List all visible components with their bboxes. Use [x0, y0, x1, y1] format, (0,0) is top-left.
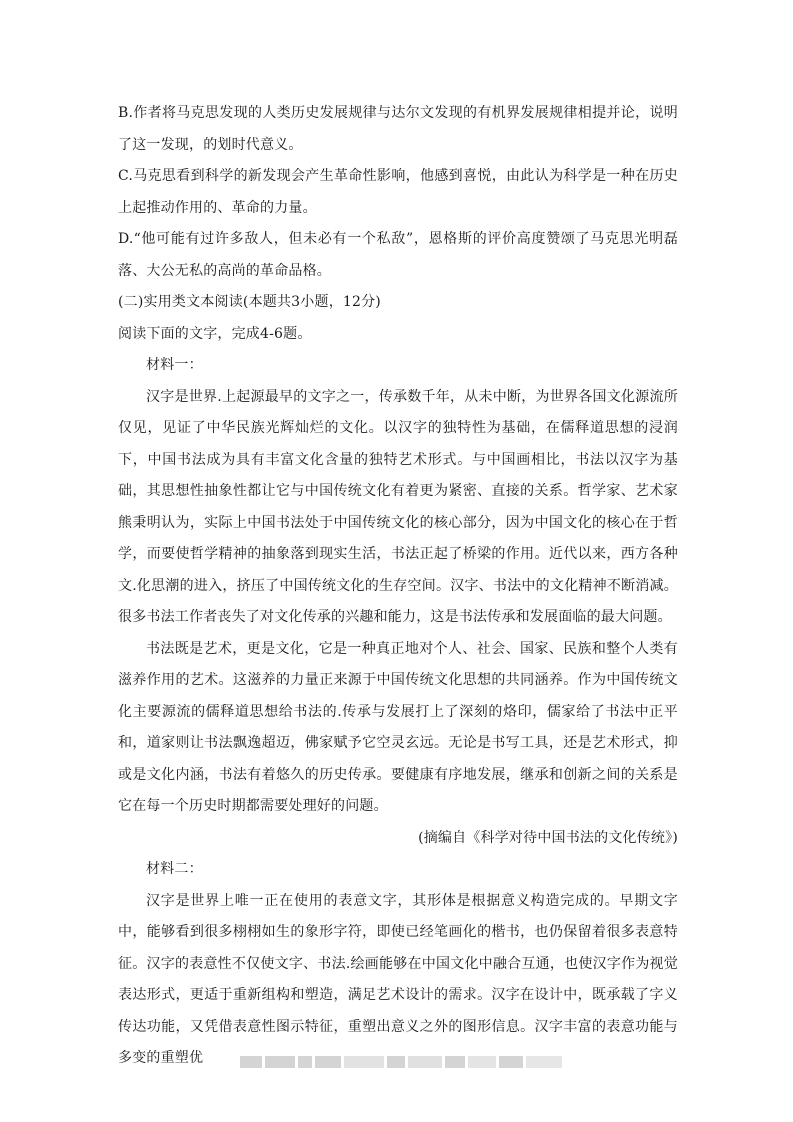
watermark-block — [240, 1056, 262, 1068]
watermark-block — [344, 1056, 384, 1068]
material1-paragraph-1: 汉字是世界.上起源最早的文字之一，传承数千年，从未中断，为世界各国文化源流所仅见，见证了中华民族光辉灿烂的文化。以汉字的独特性为基础，在儒释道思想的浸润下，中国书法成为具有丰富文化含量的独特艺术形式。与中国画相比，书法以汉字为基础，其思想性抽象性都让它与中国传统文化有着更为紧密、直接的关系。哲学家、艺术家熊秉明认为，实际上中国书法处于中国传统文化的核心部分，因为中国文化的核心在于哲学，而要使哲学精神的抽象落到现实生活，书法正起了桥梁的作用。近代以来，西方各种文.化思潮的进入，挤压了中国传统文化的生存空间。汉字、书法中的文化精神不断消减。很多书法工作者丧失了对文化传承的兴趣和能力，这是书法传承和发展面临的最大问题。 — [118, 388, 678, 625]
material2-label: 材料二： — [146, 861, 203, 877]
material1-source: (摘编自《科学对待中国书法的文化传统》) — [418, 829, 678, 846]
material2-paragraph-1: 汉字是世界上唯一正在使用的表意文字，其形体是根据意义构造完成的。早期文字中，能够看到很多栩栩如生的象形字符，即使已经笔画化的楷书，也仍保留着很多表意特征。汉字的表意性不仅使文字、书法.绘画能够在中国文化中融合互通，也使汉字作为视觉表达形式，更适于重新组构和塑造，满足艺术设计的需求。汉字在设计中，既承载了字义传达功能，又凭借表意性图示特征，重塑出意义之外的图形信息。汉字丰富的表意功能与多变的重塑优 — [118, 892, 678, 1066]
watermark-block — [526, 1056, 562, 1068]
watermark-block — [445, 1056, 465, 1068]
section-heading: (二)实用类文本阅读(本题共3小题，12分) — [118, 294, 381, 310]
watermark-block — [298, 1056, 312, 1068]
material1-label: 材料一： — [146, 357, 203, 373]
section-instruction: 阅读下面的文字，完成4-6题。 — [118, 325, 312, 342]
watermark-block — [315, 1056, 341, 1068]
option-d: D.“他可能有过许多敌人，但未必有一个私敌”，恩格斯的评价高度赞颂了马克思光明磊落、大公无私的高尚的革命品格。 — [118, 231, 678, 279]
watermark-block — [468, 1056, 496, 1068]
watermark-block — [265, 1056, 295, 1068]
option-c: C.马克思看到科学的新发现会产生革命性影响，他感到喜悦，由此认为科学是一种在历史上起推动作用的、革命的力量。 — [118, 168, 678, 216]
option-b: B.作者将马克思发现的人类历史发展规律与达尔文发现的有机界发展规律相提并论，说明了这一发现，的划时代意义。 — [118, 105, 678, 153]
watermark-block — [408, 1056, 442, 1068]
watermark-block — [387, 1056, 405, 1068]
page-content — [118, 98, 678, 1075]
material1-paragraph-2: 书法既是艺术，更是文化，它是一种真正地对个人、社会、国家、民族和整个人类有滋养作用的艺术。这滋养的力量正来源于中国传统文化思想的共同涵养。作为中国传统文化主要源流的儒释道思想给书法的.传承与发展打上了深刻的烙印，儒家给了书法中正平和，道家则让书法飘逸超迈，佛家赋予它空灵玄远。无论是书写工具，还是艺术形式，抑或是文化内涵，书法有着悠久的历史传承。要健康有序地发展，继承和创新之间的关系是它在每一个历史时期都需要处理好的问题。 — [118, 640, 678, 814]
blurred-watermark — [240, 1055, 565, 1069]
watermark-block — [499, 1056, 523, 1068]
